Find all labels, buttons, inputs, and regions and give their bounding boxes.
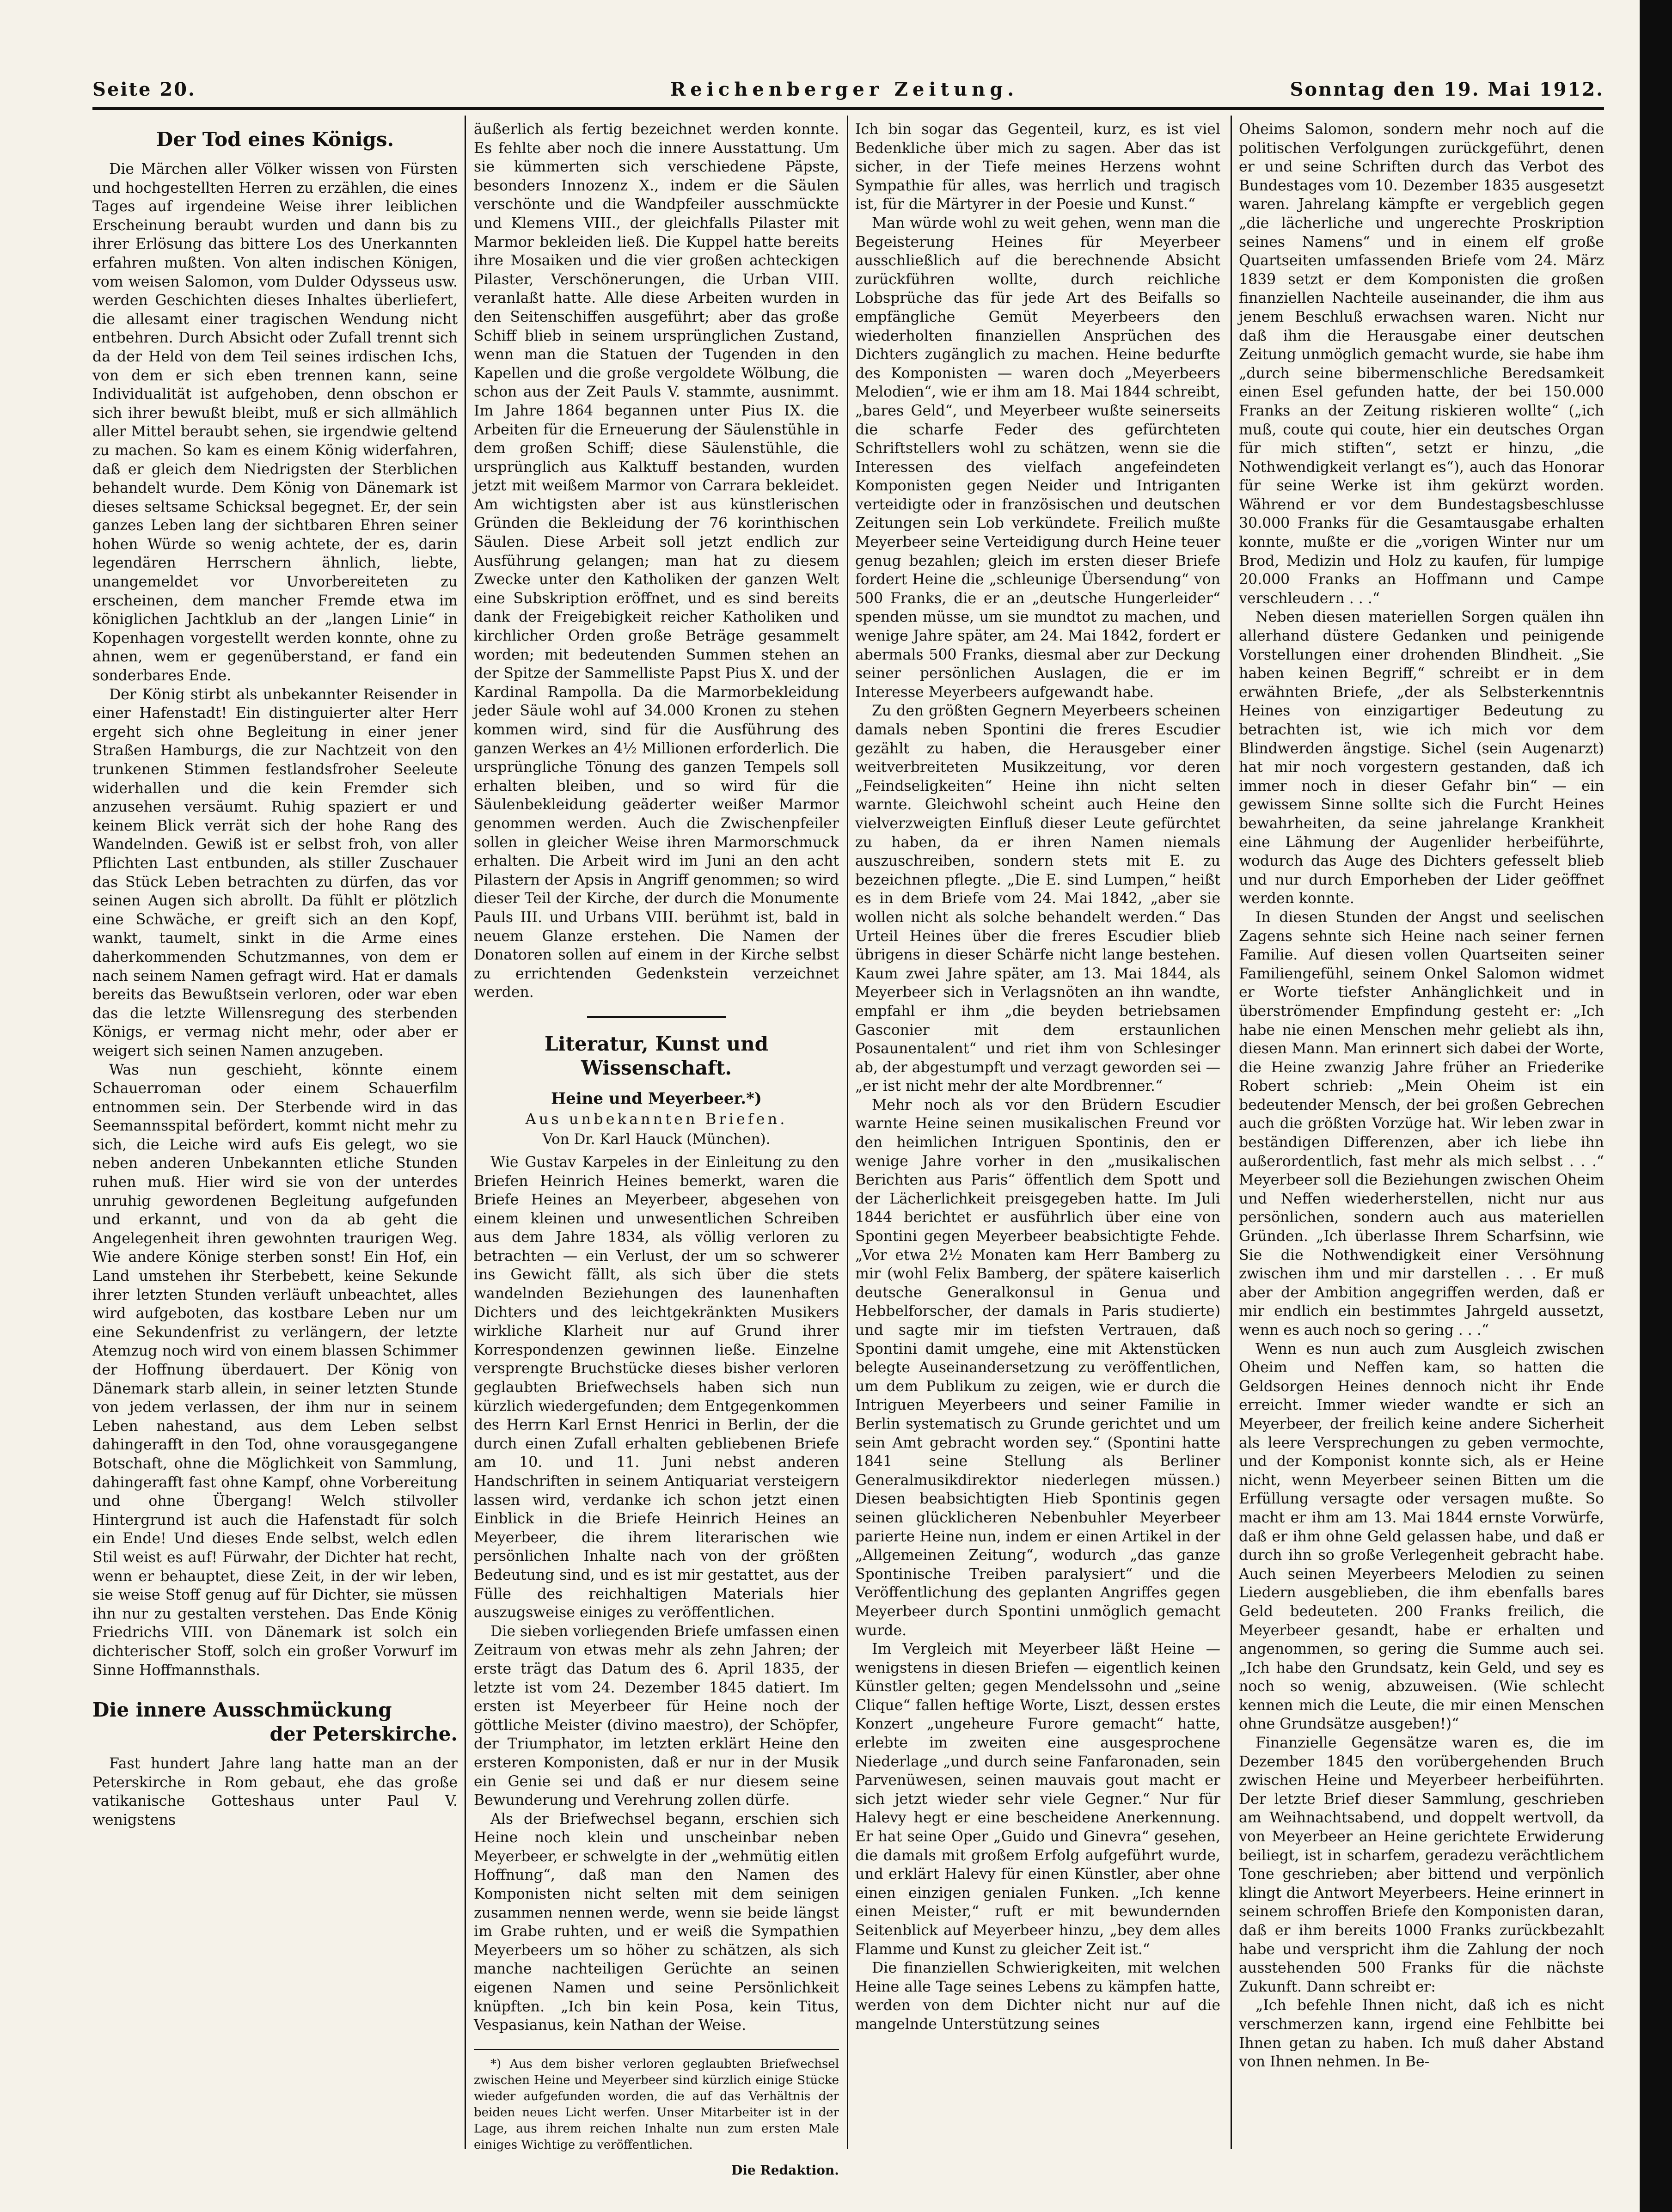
paragraph: Die finanziellen Schwierigkeiten, mit welchen Heine alle Tage seines Lebens zu kämpfen hatte, werden von dem Dichter nicht nur auf die mangelnde Unterstützung seines (855, 1960, 1220, 2033)
column-2 (474, 120, 839, 2178)
paragraph: Oheims Salomon, sondern mehr noch auf die politischen Verfolgungen zurückgeführt, denen er und seine Schriften durch das Verbot des Bundestages vom 10. Dezember 1835 ausgesetzt waren. Jahrelang kämpfte er vergeblich gegen „die lächerliche und ungerechte Proskription seines Namens“ und in einem elf große Quartseiten umfassenden Briefe vom 24. März 1839 setzt er dem Komponisten die großen finanziellen Nachteile auseinander, die ihm aus jenem Beschluß erwachsen waren. Nicht nur daß ihm die Herausgabe einer deutschen Zeitung unmöglich gemacht wurde, sie habe ihm „durch seine bibermenschliche Beredsamkeit einen Esel gefunden hatte, der bei 150.000 Franks an der Zeitung riskieren wollte“ („ich muß, coute qui coute, hier ein deutsches Organ für mich stiften“, setzt er hinzu, „die Nothwendigkeit verlangt es“), auch das Honorar für seine Werke ist ihm gekürzt worden. Während er vor dem Bundestagsbeschlusse 30.000 Franks für die Gesamtausgabe erhalten konnte, mußte er die „vorigen Winter nur um Brod, Medizin und Holz zu kaufen, für lumpige 20.000 Franks an Hoffmann und Campe verschleudern . . .“ (1239, 121, 1604, 607)
header-rule (92, 107, 1604, 110)
paragraph: Der König stirbt als unbekannter Reisender in einer Hafenstadt! Ein distinguierter alter Herr ergeht sich ohne Begleitung in einer jener Straßen Hamburgs, die zur Nachtzeit von den trunkenen Stimmen festlandsfroher Seeleute widerhallen und die kein Fremder sich anzusehen versäumt. Ruhig spaziert er und keinem Blick verrät sich der hohe Rang des Wandelnden. Gewiß ist er selbst froh, von aller Pflichten Last entbunden, als stiller Zuschauer das Stück Leben betrachten zu dürfen, das vor seinen Augen sich abrollt. Da fühlt er plötzlich eine Schwäche, er greift sich an den Kopf, wankt, taumelt, sinkt in die Arme eines daherkommenden Schutzmannes, von dem er nach seinem Namen gefragt wird. Hat er damals bereits das Bewußtsein verloren, oder war eben das die letzte Willensregung des sterbenden Königs, er vermag nicht mehr, oder aber er weigert sich seinen Namen anzugeben. (92, 686, 458, 1059)
column-rule (465, 116, 466, 2149)
column-rule (1231, 116, 1232, 2149)
article-byline: Von Dr. Karl Hauck (München). (542, 1130, 771, 1148)
article-subtitle: Aus unbekannten Briefen. (525, 1110, 788, 1128)
paragraph: Wenn es nun auch zum Ausgleich zwischen Oheim und Neffen kam, so hatten die Geldsorgen Heines dennoch nicht ihr Ende erreicht. Immer wieder wandte er sich an Meyerbeer, der freilich keine andere Sicherheit als leere Versprechungen zu geben vermochte, und der Komponist konnte sich, als er Heine nicht, wenn Meyerbeer seinen Bitten um die Erfüllung versagte oder versagen mußte. So macht er ihm am 13. Mai 1844 ernste Vorwürfe, daß er ihm ohne Geld gelassen habe, und daß er durch ihn so große Verlegenheit gebracht habe. Auch seinen Meyerbeers Melodien zu seinen Liedern ausgeblieben, die ihm ebenfalls bares Geld bedeuteten. 200 Franks freilich, die Meyerbeer gesandt, habe er erhalten und angenommen, so gering die Summe auch sei. „Ich habe den Grundsatz, kein Geld, und sey es noch so wenig, abzuweisen. (Wie schlecht kennen mich die Leute, die mir einen Menschen ohne Grundsätze ausgeben!)“ (1239, 1340, 1604, 1733)
newspaper-title: Reichenberger Zeitung. (670, 79, 1019, 100)
page-number: Seite 20. (92, 79, 196, 100)
page-header (92, 79, 1604, 111)
paragraph: Die Märchen aller Völker wissen von Fürsten und hochgestellten Herren zu erzählen, die eines Tages auf irgendeine Weise ihrer leiblichen Erscheinung beraubt wurden und dann bis zu ihrer Erlösung das bittere Los des Unerkannten erfahren mußten. Von alten indischen Königen, vom weisen Salomon, vom Dulder Odysseus usw. werden Geschichten dieses Inhaltes überliefert, die allesamt einer tragischen Wendung nicht entbehren. Durch Absicht oder Zufall trennt sich da der Held von dem Teil seines irdischen Ichs, von dem er sich eben trennen kann, seine Individualität ist aufgehoben, denn obschon er sich ihrer bewußt bleibt, muß er sich allmählich aller Mittel beraubt sehen, sie irgendwie geltend zu machen. So kam es einem König widerfahren, daß er gleich dem Niedrigsten der Sterblichen behandelt wurde. Dem König von Dänemark ist dieses seltsame Schicksal begegnet. Er, der sein ganzes Leben lang der sichtbaren Ehren seiner hohen Würde so wenig achtete, der es, darin legendären Herrschern ähnlich, liebte, unangemeldet vor Unvorbereiteten zu erscheinen, dem mancher Fremde etwa im königlichen Jachtklub an der „langen Linie“ in Kopenhagen vorgestellt werden konnte, ohne zu ahnen, wem er gegenüberstand, er fand ein sonderbares Ende. (92, 161, 458, 684)
section-heading-literature: Literatur, Kunst und Wissenschaft. (545, 1032, 768, 1079)
paragraph: Finanzielle Gegensätze waren es, die im Dezember 1845 den vorübergehenden Bruch zwischen Heine und Meyerbeer herbeiführten. Der letzte Brief dieser Sammlung, geschrieben am Weihnachtsabend, und doppelt wertvoll, da von Meyerbeer an Heine gerichtete Erwiderung beiliegt, ist in scharfem, geradezu verächtlichem Tone geschrieben; aber bittend und verpönlich klingt die Antwort Meyerbeers. Heine erinnert in seinem schroffen Briefe den Komponisten daran, daß er ihm bereits 1000 Franks zurückbezahlt habe und verspricht ihm die Zahlung der noch ausstehenden 500 Franks für die nächste Zukunft. Dann schreibt er: (1239, 1735, 1604, 1995)
editorial-signature: Die Redaktion. (731, 2162, 839, 2178)
scan-edge (1640, 0, 1672, 2212)
paragraph: In diesen Stunden der Angst und seelischen Zagens sehnte sich Heine nach seiner fernen Familie. Auf diesen vollen Quartseiten seiner Familiengefühl, seinem Onkel Salomon widmet er Worte tiefster Anhänglichkeit und in überströmender Empfindung gesteht er: „Ich habe nie einen Menschen mehr geliebt als ihn, diesen Mann. Man erinnert sich dabei der Worte, die Heine zwanzig Jahre früher an Friederike Robert schrieb: „Mein Oheim ist ein bedeutender Mensch, der bei großen Gebrechen auch die größten Vorzüge hat. Wir leben zwar in beständigen Differenzen, aber ich liebe ihn außerordentlich, fast mehr als mich selbst . . .“ Meyerbeer soll die Beziehungen zwischen Oheim und Neffen wiederherstellen, nicht nur aus persönlichen, sondern auch aus materiellen Gründen. „Ich überlasse Ihrem Scharfsinn, wie Sie die Nothwendigkeit einer Versöhnung zwischen ihm und mir darstellen . . . Er muß aber der Ambition angegriffen werden, daß er mir endlich ein bestimmtes Jahrgeld aussetzt, wenn es auch noch so gering . . .“ (1239, 909, 1604, 1338)
paragraph: Ich bin sogar das Gegenteil, kurz, es ist viel Bedenkliche über mich zu sagen. Aber das ist sicher, in der Tiefe meines Herzens wohnt Sympathie für alles, was herrlich und tragisch ist, für die Märtyrer in der Poesie und Kunst.“ (855, 121, 1220, 213)
issue-date: Sonntag den 19. Mai 1912. (1290, 79, 1604, 100)
paragraph: äußerlich als fertig bezeichnet werden konnte. Es fehlte aber noch die innere Ausstattung. Um sie kümmerten sich verschiedene Päpste, besonders Innozenz X., indem er die Säulen verschönte und die Wandpfeiler ausschmückte und Klemens VIII., der gleichfalls Pilaster mit Marmor bekleiden ließ. Die Kuppel hatte bereits ihre Mosaiken und die vier großen achteckigen Pilaster, Verschönerungen, die Urban VIII. veranlaßt hatte. Alle diese Arbeiten wurden in den Seitenschiffen ausgeführt; aber das große Schiff blieb in seinem ursprünglichen Zustand, wenn man die Statuen der Tugenden in den Kapellen und die große vergoldete Wölbung, die schon aus der Zeit Pauls V. stammte, ausnimmt. Im Jahre 1864 begannen unter Pius IX. die Arbeiten für die Erneuerung der Säulenstühle in dem großen Schiff; diese Säulenstühle, die ursprünglich aus Kalktuff bestanden, wurden jetzt mit weißem Marmor von Carrara bekleidet. Am wichtigsten aber ist aus künstlerischen Gründen die Bekleidung der 76 korinthischen Säulen. Diese Arbeit soll jetzt endlich zur Ausführung gelangen; man hat zu diesem Zwecke unter den Katholiken der ganzen Welt eine Subskription eröffnet, und es sind bereits dank der Freigebigkeit reicher Katholiken und kirchlicher Orden große Beträge gesammelt worden; mit bedeutenden Summen stehen an der Spitze der Sammelliste Papst Pius X. und der Kardinal Rampolla. Da die Marmorbekleidung jeder Säule wohl auf 34.000 Kronen zu stehen kommen wird, sind für die Ausführung des ganzen Werkes an 4½ Millionen erforderlich. Die ursprüngliche Tönung des ganzen Tempels soll erhalten bleiben, und so wird für die Säulenbekleidung geäderter weißer Marmor genommen werden. Auch die Zwischenpfeiler sollen in gleicher Weise ihren Marmorschmuck erhalten. Die Arbeit wird im Juni an den acht Pilastern der Apsis in Angriff genommen; so wird dieser Teil der Kirche, der durch die Monumente Pauls III. und Urbans VIII. berühmt ist, bald in neuem Glanze erstehen. Die Namen der Donatoren sollen auf einem in der Kirche selbst zu errichtenden Gedenkstein verzeichnet werden. (474, 121, 839, 1001)
paragraph: Zu den größten Gegnern Meyerbeers scheinen damals neben Spontini die freres Escudier gezählt zu haben, die Herausgeber einer weitverbreiteten Musikzeitung, vor deren „Feindseligkeiten“ Heine ihn nicht selten warnte. Gleichwohl scheint auch Heine den vielverzweigten Einfluß dieser Leute gefürchtet zu haben, da er ihren Namen niemals auszuschreiben, sondern stets mit E. zu bezeichnen pflegte. „Die E. sind Lumpen,“ heißt es in dem Briefe vom 24. Mai 1842, „aber sie wollen nicht als solche behandelt werden.“ Das Urteil Heines über die freres Escudier blieb übrigens in dieser Schärfe nicht lange bestehen. Kaum zwei Jahre später, am 13. Mai 1844, als Meyerbeer sich in Verlagsnöten an ihn wandte, empfahl er ihm „die beyden betriebsamen Gasconier mit dem erstaunlichen Posaunentalent“ und riet ihm von Schlesinger ab, der abgestumpft und verzagt geworden sei — „er ist nicht mehr der alte Mordbrenner.“ (855, 703, 1220, 1095)
article-heading-peterskirche: Die innere Ausschmückung (92, 1699, 392, 1722)
column-rule (847, 116, 848, 2149)
paragraph: Was nun geschieht, könnte einem Schauerroman oder einem Schauerfilm entnommen sein. Der Sterbende wird in das Seemannsspital befördert, kommt nicht mehr zu sich, die Leiche wird aufs Eis gelegt, wo sie neben anderen Unbekannten etliche Stunden ruhen muß. Hier wird sie von der unterdes unruhig gewordenen Begleitung aufgefunden und erkannt, und von da ab geht die Angelegenheit ihren gewohnten traurigen Weg. Wie andere Könige sterben sonst! Ein Hof, ein Land umstehen ihr Sterbebett, keine Sekunde ihrer letzten Stunden verläuft unbeachtet, alles wird aufgeboten, das kostbare Leben nur um eine Sekundenfrist zu verlängern, der letzte Atemzug noch wird von einem blassen Schimmer der Hoffnung überdauert. Der König von Dänemark starb allein, in seiner letzten Stunde von jedem verlassen, der ihm nur in seinem Leben nahestand, aus dem Leben selbst dahingerafft in den Tod, ohne vorausgegangene Botschaft, ohne die Möglichkeit von Sammlung, dahingerafft fast ohne Kampf, ohne Vorbereitung und ohne Übergang! Welch stilvoller Hintergrund ist auch die Hafenstadt für solch ein Ende! Und dieses Ende selbst, welch edlen Stil weist es auf! Fürwahr, der Dichter hat recht, wenn er behauptet, diese Zeit, in der wir leben, sie weise Stoff genug auf für Dichter, sie müssen ihn nur zu gestalten verstehen. Das Ende König Friedrichs VIII. von Dänemark ist solch ein dichterischer Stoff, solch ein großer Vorwurf im Sinne Hoffmannsthals. (92, 1061, 458, 1679)
paragraph: Als der Briefwechsel begann, erschien sich Heine noch klein und unscheinbar neben Meyerbeer, er schwelgte in der „wehmütig eitlen Hoffnung“, daß man den Namen des Komponisten nicht selten mit dem seinigen zusammen nennen werde, wenn sie beide längst im Grabe ruhten, und er weiß die Sympathien Meyerbeers um so höher zu schätzen, als sich manche nachteiligen Gerüchte an seinen eigenen Namen und seine Persönlichkeit knüpften. „Ich bin kein Posa, kein Titus, Vespasianus, kein Nathan der Weise. (474, 1810, 839, 2034)
paragraph: Fast hundert Jahre lang hatte man an der Peterskirche in Rom gebaut, ehe das große vatikanische Gotteshaus unter Paul V. wenigstens (92, 1755, 458, 1828)
footnote-text: *) Aus dem bisher verloren geglaubten Briefwechsel zwischen Heine und Meyerbeer sind kürzlich einige Stücke wieder aufgefunden worden, die auf das Verhältnis der beiden neues Licht werfen. Unser Mitarbeiter ist in der Lage, aus ihrem reichen Inhalte nun zum ersten Male einiges Wichtige zu veröffentlichen. (474, 2057, 839, 2152)
paragraph: Neben diesen materiellen Sorgen quälen ihn allerhand düstere Gedanken und peinigende Vorstellungen einer drohenden Blindheit. „Sie haben keinen Begriff,“ schreibt er in dem erwähnten Briefe, „der als Selbsterkenntnis Heines von einzigartiger Bedeutung zu betrachten ist, wie ich mich vor dem Blindwerden ängstige. Sichel (sein Augenarzt) hat mir noch vorgestern gestanden, daß ich immer noch in dieser Gefahr bin“ — ein gewissem Sinne sollte sich die Furcht Heines bewahrheiten, da seine jahrelange Krankheit eine Lähmung der Augenlider herbeiführte, wodurch das Auge des Dichters gefesselt blieb und nur durch Emporheben der Lider geöffnet werden konnte. (1239, 609, 1604, 907)
article-heading-heine-meyerbeer: Heine und Meyerbeer.*) (551, 1089, 762, 1108)
article-heading-death-of-king: Der Tod eines Königs. (156, 128, 394, 151)
paragraph: Im Vergleich mit Meyerbeer läßt Heine — wenigstens in diesen Briefen — eigentlich keinen Künstler gelten; gegen Mendelssohn und „seine Clique“ fallen heftige Worte, Liszt, dessen erstes Konzert „ungeheure Furore gemacht“ hatte, erlebte im zweiten eine ausgesprochene Niederlage „und durch seine Fanfaronaden, sein Parvenüwesen, seinen mauvais gout macht er sich jetzt wieder sehr viele Gegner.“ Nur für Halevy hegt er eine bescheidene Anerkennung. Er hat seine Oper „Guido und Ginevra“ gesehen, die damals mit großem Erfolg aufgeführt wurde, und erklärt Halevy für einen Künstler, aber ohne einen einzigen genialen Funken. „Ich kenne einen Meister,“ ruft er mit bewundernden Seitenblick auf Meyerbeer hinzu, „bey dem alles Flamme und Kunst zu gleicher Zeit ist.“ (855, 1641, 1220, 1958)
footnote (474, 2049, 839, 2178)
paragraph: Man würde wohl zu weit gehen, wenn man die Begeisterung Heines für Meyerbeer ausschließlich auf die berechnende Absicht zurückführen wollte, durch reichliche Lobsprüche das für jede Art des Beifalls so empfängliche Gemüt Meyerbeers den wiederholten finanziellen Ansprüchen des Dichters zugänglich zu machen. Heine bedurfte des Komponisten — waren doch „Meyerbeers Melodien“, wie er ihm am 18. Mai 1844 schreibt, „bares Geld“, und Meyerbeer wußte seinerseits die scharfe Feder des gefürchteten Schriftstellers wohl zu schätzen, wenn sie die Interessen des vielfach angefeindeten Komponisten gegen Neider und Intriganten verteidigte oder in französischen und deutschen Zeitungen sein Lob verkündete. Freilich mußte Meyerbeer seine Verteidigung durch Heine teuer genug bezahlen; gleich im ersten dieser Briefe fordert Heine die „schleunige Übersendung“ von 500 Franks, die er an „deutsche Hungerleider“ spenden müsse, um sie mundtot zu machen, und wenige Jahre später, am 24. Mai 1842, fordert er abermals 500 Franks, diesmal aber zur Deckung seiner persönlichen Auslagen, die er im Interesse Meyerbeers aufgewandt habe. (855, 214, 1220, 701)
column-3 (855, 120, 1220, 2145)
column-1 (92, 120, 458, 2145)
article-heading-peterskirche-line2: der Peterskirche. (269, 1723, 458, 1746)
paragraph: Die sieben vorliegenden Briefe umfassen einen Zeitraum von etwas mehr als zehn Jahren; der erste trägt das Datum des 6. April 1835, der letzte ist vom 24. Dezember 1845 datiert. Im ersten ist Meyerbeer für Heine noch der göttliche Meister (divino maestro), der Schöpfer, der Triumphator, im letzten erklärt Heine den ersteren Komponisten, daß er nur in der Musik ein Genie sei und daß er nur diesem seine Bewunderung und Verehrung zollen dürfe. (474, 1623, 839, 1809)
column-4 (1239, 120, 1604, 2145)
paragraph: „Ich befehle Ihnen nicht, daß ich es nicht verschmerzen kann, irgend eine Fehlbitte bei Ihnen getan zu haben. Ich muß daher Abstand von Ihnen nehmen. In Be- (1239, 1997, 1604, 2071)
section-divider (587, 1016, 726, 1018)
paragraph: Wie Gustav Karpeles in der Einleitung zu den Briefen Heinrich Heines bemerkt, waren die Briefe Heines an Meyerbeer, abgesehen von einem kleinen und unwesentlichen Schreiben aus dem Jahre 1834, als völlig verloren zu betrachten — ein Verlust, der um so schwerer ins Gewicht fällt, als sich über die stets wandelnden Beziehungen des launenhaften Dichters und des leichtgekränkten Musikers wirkliche Klarheit nur auf Grund ihrer Korrespondenzen gewinnen ließe. Einzelne versprengte Bruchstücke dieses bisher verloren geglaubten Briefwechsels haben sich nun kürzlich wiedergefunden; dem Entgegenkommen des Herrn Karl Ernst Henrici in Berlin, der die durch einen Zufall erhalten gebliebenen Briefe am 10. und 11. Juni nebst anderen Handschriften in seinem Antiquariat versteigern lassen wird, verdanke ich schon jetzt einen Einblick in die Briefe Heinrich Heines an Meyerbeer, die ihrem literarischen wie persönlichen Inhalte nach von der größten Bedeutung sind, und es ist mir gestattet, aus der Fülle des reichhaltigen Materials hier auszugsweise einiges zu veröffentlichen. (474, 1154, 839, 1621)
paragraph: Mehr noch als vor den Brüdern Escudier warnte Heine seinen musikalischen Freund vor den heimlichen Intriguen Spontinis, den er wenige Jahre vorher in den „musikalischen Berichten aus Paris“ öffentlich dem Spott und der Lächerlichkeit preisgegeben hatte. Im Juli 1844 berichtet er ausführlich über eine von Spontini gegen Meyerbeer beabsichtigte Fehde. „Vor etwa 2½ Monaten kam Herr Bamberg zu mir (wohl Felix Bamberg, der spätere kaiserlich deutsche Generalkonsul in Genua und Hebbelforscher, der damals in Paris studierte) und sagte mir im tiefsten Vertrauen, daß Spontini damit umgehe, eine mit Aktenstücken belegte Auseinandersetzung zu veröffentlichen, um dem Publikum zu zeigen, wie er durch die Intriguen Meyerbeers und seiner Familie in Berlin systematisch zu Grunde gerichtet und um sein Amt gebracht worden sey.“ (Spontini hatte 1841 seine Stellung als Berliner Generalmusikdirektor niederlegen müssen.) Diesen beabsichtigten Hieb Spontinis gegen seinen glücklicheren Nebenbuhler Meyerbeer parierte Heine nun, indem er einen Artikel in der „Allgemeinen Zeitung“, wodurch „das ganze Spontinische Treiben paralysiert“ und die Veröffentlichung des geplanten Angriffes gegen Meyerbeer durch Spontini unmöglich gemacht wurde. (855, 1096, 1220, 1639)
